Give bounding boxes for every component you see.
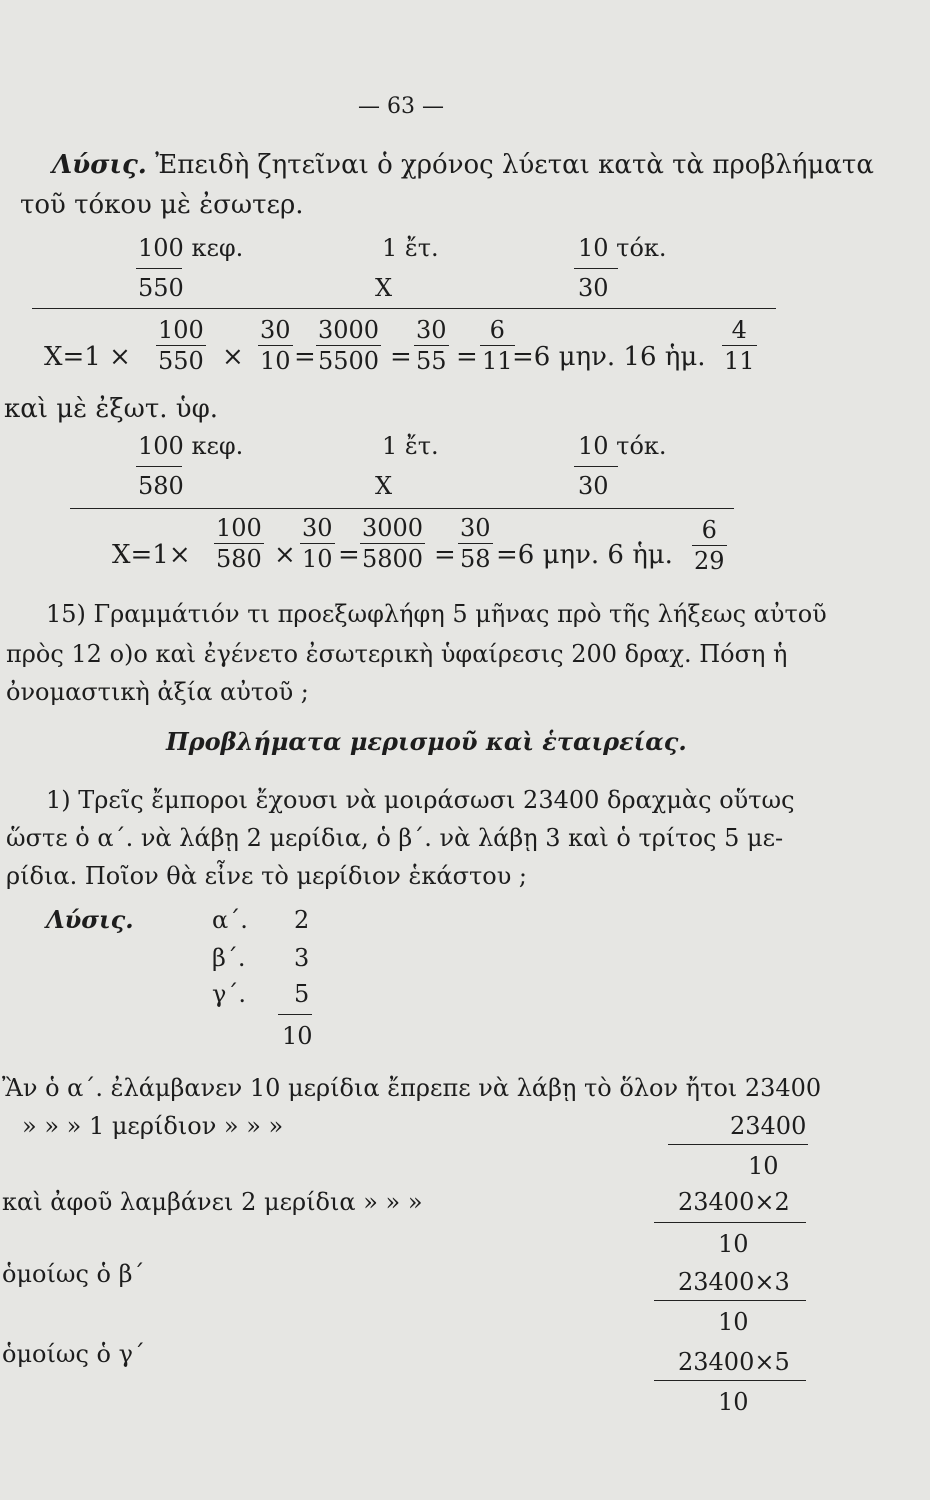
eq2-times: × [274,540,296,570]
setup2-r1: 580 [138,472,184,500]
setup2-r3: 30 [578,472,609,500]
setup1-r2: X [375,274,393,302]
setup2-year: 1 ἔτ. [382,432,439,460]
setup1-interest: 10 τόκ. [578,234,667,262]
eq1-eq-b: = [390,342,412,372]
calc-line-4-num: 23400×3 [678,1268,790,1296]
calc-line-2-den: 10 [748,1152,779,1180]
eq2-result: =6 μην. 6 ἡμ. [496,540,673,570]
eq2-frac-6: 6 29 [694,516,725,575]
calc-line-2-bar [668,1144,808,1145]
partner-b-shares: 3 [294,944,310,972]
eq2-eq-a: = [338,540,360,570]
problem1-line-1: 1) Τρεῖς ἔμποροι ἔχουσι νὰ μοιράσωσι 23400 δραχμὰς οὕτως [46,786,795,814]
eq1-lhs: X=1 × [44,342,131,372]
partner-c-shares: 5 [294,980,310,1008]
partner-a: α΄. [212,906,248,934]
setup1-r1: 550 [138,274,184,302]
page-number: — 63 — [358,94,444,119]
setup2-underline-3 [574,466,618,467]
eq1-frac-3: 3000 5500 [318,316,380,375]
eq1-times: × [222,342,244,372]
setup1-rule [32,308,776,309]
setup1-r3: 30 [578,274,609,302]
setup1-underline-1 [136,268,182,269]
eq1-frac-1: 100 550 [158,316,204,375]
eq1-eq-a: = [294,342,316,372]
eq1-frac-5: 6 11 [482,316,513,375]
eq2-frac-4: 30 58 [460,514,491,573]
eq2-lhs: X=1× [112,540,191,570]
intro-text: Ἐπειδὴ ζητεῖναι ὁ χρόνος λύεται κατὰ τὰ προβλήματα [155,150,874,180]
intro-line-1 [52,152,874,178]
shares-sum-rule [278,1014,312,1015]
external-discount-label: καὶ μὲ ἐξωτ. ὑφ. [4,394,219,424]
calc-line-4-bar [654,1300,806,1301]
setup2-r2: X [375,472,393,500]
partner-c: γ΄. [212,980,246,1008]
eq2-eq-b: = [434,540,456,570]
section-title: Προβλήματα μερισμοῦ καὶ ἑταιρείας. [166,727,687,756]
problem15-line-1: 15) Γραμμάτιόν τι προεξωφλήφη 5 μῆνας πρὸ τῆς λήξεως αὐτοῦ [46,600,827,628]
partner-a-shares: 2 [294,906,310,934]
calc-line-3-bar [654,1222,806,1223]
shares-total: 10 [282,1022,313,1050]
intro-line-2: τοῦ τόκου μὲ ἐσωτερ. [20,190,304,220]
calc-line-5-text: ὁμοίως ὁ γ΄ [2,1340,145,1368]
setup1-underline-3 [574,268,618,269]
solution-label-2: Λύσις. [46,905,134,934]
partner-b: β΄. [212,944,246,972]
calc-line-5-num: 23400×5 [678,1348,790,1376]
eq2-frac-3: 3000 5800 [362,514,424,573]
setup2-rule [70,508,734,509]
calc-line-1: Ἂν ὁ α΄. ἐλάμβανεν 10 μερίδια ἔπρεπε νὰ λάβῃ τὸ ὅλον ἤτοι 23400 [2,1074,822,1102]
calc-line-4-text: ὁμοίως ὁ β΄ [2,1260,145,1288]
calc-line-3-den: 10 [718,1230,749,1258]
eq1-frac-4: 30 55 [416,316,447,375]
setup2-underline-1 [136,466,182,467]
problem15-line-2: πρὸς 12 ο)ο καὶ ἐγένετο ἐσωτερικὴ ὑφαίρεσις 200 δραχ. Πόση ἡ [6,640,788,668]
eq2-frac-2: 30 10 [302,514,333,573]
calc-line-5-den: 10 [718,1388,749,1416]
setup1-capital: 100 κεφ. [138,234,244,262]
calc-line-3-text: καὶ ἀφοῦ λαμβάνει 2 μερίδια » » » [2,1188,423,1216]
eq1-result: =6 μην. 16 ἡμ. [512,342,706,372]
problem1-line-2: ὥστε ὁ α΄. νὰ λάβῃ 2 μερίδια, ὁ β΄. νὰ λάβῃ 3 καὶ ὁ τρίτος 5 με- [6,824,784,852]
setup1-year: 1 ἔτ. [382,234,439,262]
eq2-frac-1: 100 580 [216,514,262,573]
eq1-frac-2: 30 10 [260,316,291,375]
problem1-line-3: ρίδια. Ποῖον θὰ εἶνε τὸ μερίδιον ἑκάστου ; [6,862,528,890]
calc-line-2-num: 23400 [730,1112,807,1140]
problem15-line-3: ὀνομαστικὴ ἀξία αὐτοῦ ; [6,678,309,706]
calc-line-4-den: 10 [718,1308,749,1336]
setup2-capital: 100 κεφ. [138,432,244,460]
setup2-interest: 10 τόκ. [578,432,667,460]
calc-line-2-text: » » » 1 μερίδιον » » » [22,1112,284,1140]
solution-label: Λύσις. [52,150,147,180]
eq1-eq-c: = [456,342,478,372]
calc-line-5-bar [654,1380,806,1381]
calc-line-3-num: 23400×2 [678,1188,790,1216]
eq1-frac-6: 4 11 [724,316,755,375]
